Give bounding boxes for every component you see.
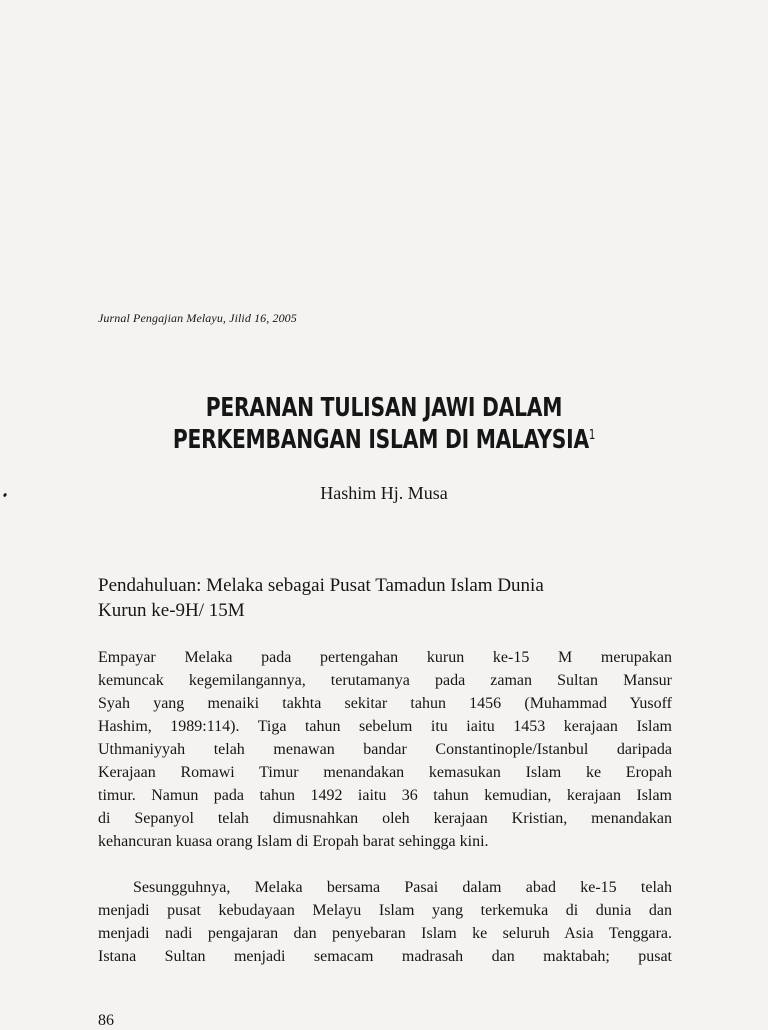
body-paragraph-1 xyxy=(98,646,672,853)
paragraph-line: menjadi pusat kebudayaan Melayu Islam yang terkemuka di dunia dan xyxy=(98,902,672,919)
article-title-line-2-text: PERKEMBANGAN ISLAM DI MALAYSIA xyxy=(172,425,589,455)
paragraph-line: kemuncak kegemilangannya, terutamanya pada zaman Sultan Mansur xyxy=(98,672,672,689)
paragraph-line: Hashim, 1989:114). Tiga tahun sebelum itu iaitu 1453 kerajaan Islam xyxy=(98,718,672,735)
paragraph-line: kehancuran kuasa orang Islam di Eropah barat sehingga kini. xyxy=(98,833,489,850)
paragraph-line: Empayar Melaka pada pertengahan kurun ke-15 M merupakan xyxy=(98,649,672,666)
paragraph-line: timur. Namun pada tahun 1492 iaitu 36 tahun kemudian, kerajaan Islam xyxy=(98,787,672,804)
article-title xyxy=(84,392,683,456)
footnote-marker: 1 xyxy=(588,428,596,443)
section-heading-line-2: Kurun ke-9H/ 15M xyxy=(98,600,245,621)
author-name: Hashim Hj. Musa xyxy=(320,483,448,503)
page-number: 86 xyxy=(98,1012,114,1029)
section-heading xyxy=(98,573,658,623)
article-title-line-1: PERANAN TULISAN JAWI DALAM xyxy=(205,393,563,423)
paragraph-line: Sesungguhnya, Melaka bersama Pasai dalam abad ke-15 telah xyxy=(133,879,672,896)
paragraph-line: menjadi nadi pengajaran dan penyebaran Islam ke seluruh Asia Tenggara. xyxy=(98,925,672,942)
section-heading-line-1: Pendahuluan: Melaka sebagai Pusat Tamadun Islam Dunia xyxy=(98,575,544,596)
paragraph-line: Istana Sultan menjadi semacam madrasah dan maktabah; pusat xyxy=(98,948,672,965)
paragraph-line: Uthmaniyyah telah menawan bandar Constantinople/Istanbul daripada xyxy=(98,741,672,758)
paragraph-line: Syah yang menaiki takhta sekitar tahun 1456 (Muhammad Yusoff xyxy=(98,695,672,712)
article-title-line-2 xyxy=(84,424,683,456)
paragraph-line: di Sepanyol telah dimusnahkan oleh kerajaan Kristian, menandakan xyxy=(98,810,672,827)
body-paragraph-2 xyxy=(98,876,672,968)
journal-citation: Jurnal Pengajian Melayu, Jilid 16, 2005 xyxy=(98,311,297,325)
paragraph-line: Kerajaan Romawi Timur menandakan kemasukan Islam ke Eropah xyxy=(98,764,672,781)
